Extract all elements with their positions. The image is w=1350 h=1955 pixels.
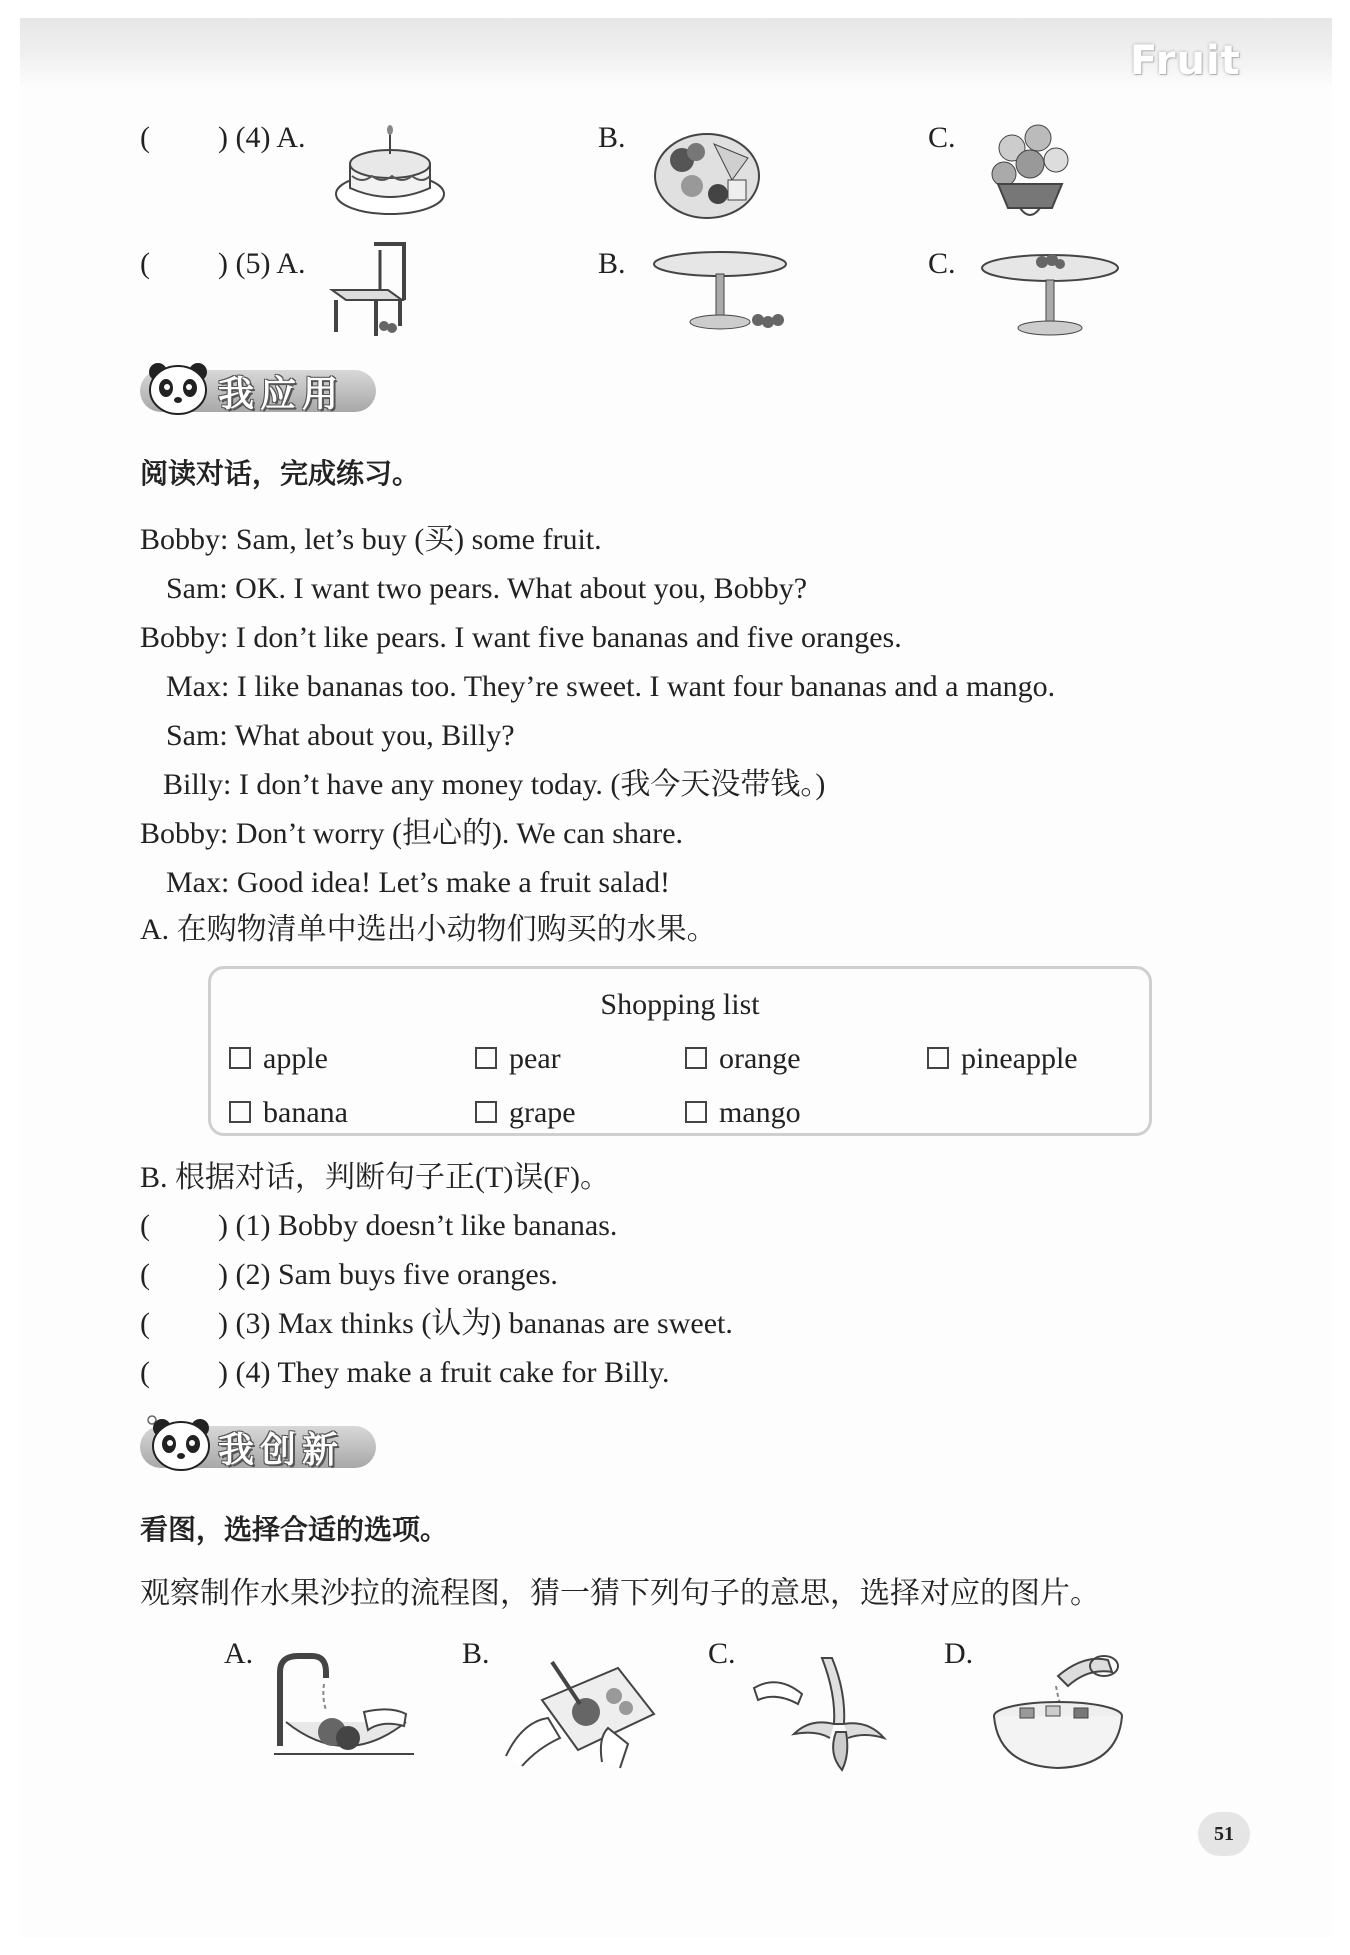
judgement-text: (3) Max thinks (认为) bananas are sweet. <box>235 1307 733 1340</box>
chair-with-grapes-icon <box>328 240 418 340</box>
answer-paren-open: ( <box>140 121 150 154</box>
option-pear[interactable] <box>475 1041 561 1077</box>
dialogue-text: I don’t like pears. I want five bananas and five oranges. <box>235 621 902 654</box>
dialogue-line <box>163 767 825 803</box>
answer-paren-close: ) <box>218 1356 228 1389</box>
chapter-tag: Fruit <box>1130 38 1241 84</box>
answer-paren-open: ( <box>140 247 150 280</box>
shopping-list-box <box>208 966 1152 1136</box>
option-label: banana <box>263 1096 348 1129</box>
option-label: pear <box>509 1042 561 1075</box>
dialogue-text: Don’t worry (担心的). We can share. <box>235 817 684 850</box>
option-label: apple <box>263 1042 328 1075</box>
washing-fruit-icon <box>264 1650 422 1772</box>
speaker-name: Max: <box>166 866 230 899</box>
speaker-name: Sam: <box>166 572 228 605</box>
judgement-text: (2) Sam buys five oranges. <box>235 1258 558 1291</box>
answer-paren-close: ) <box>218 247 228 280</box>
option-label: orange <box>719 1042 801 1075</box>
question-5-row <box>140 246 306 282</box>
option-b-label: B. <box>598 121 626 154</box>
option-label: pineapple <box>961 1042 1078 1075</box>
dialogue-line <box>166 718 515 754</box>
dialogue-text: I like bananas too. They’re sweet. I want four bananas and a mango. <box>236 670 1056 703</box>
speaker-name: Bobby: <box>140 817 229 850</box>
checkbox[interactable] <box>229 1101 251 1123</box>
answer-paren-open[interactable]: ( <box>140 1356 150 1389</box>
cake-icon <box>332 122 450 220</box>
judgement-item <box>140 1257 558 1293</box>
salad-bowl-icon <box>984 1646 1134 1774</box>
dialogue-line <box>140 620 902 656</box>
peeling-banana-icon <box>750 1654 900 1772</box>
option-c-label: C. <box>928 121 956 154</box>
option-label: mango <box>719 1096 801 1129</box>
speaker-name: Bobby: <box>140 621 229 654</box>
part-a-instruction: A. 在购物清单中选出小动物们购买的水果。 <box>140 913 717 946</box>
judgement-text: (1) Bobby doesn’t like bananas. <box>235 1209 618 1242</box>
speaker-name: Bobby: <box>140 523 229 556</box>
picture-d-label: D. <box>944 1637 974 1670</box>
sub-instruction: 观察制作水果沙拉的流程图，猜一猜下列句子的意思，选择对应的图片。 <box>140 1577 1100 1610</box>
shopping-list-title: Shopping list <box>600 988 760 1021</box>
dialogue-text: What about you, Billy? <box>234 719 515 752</box>
dialogue-text: Good idea! Let’s make a fruit salad! <box>236 866 670 899</box>
judgement-text: (4) They make a fruit cake for Billy. <box>235 1356 670 1389</box>
option-b-label: B. <box>598 247 626 280</box>
part-b-instruction: B. 根据对话，判断句子正(T)误(F)。 <box>140 1161 610 1194</box>
dialogue-line <box>140 816 683 852</box>
panda-icon <box>144 360 214 418</box>
option-banana[interactable] <box>229 1095 348 1131</box>
dialogue-line <box>166 865 670 901</box>
judgement-item <box>140 1306 733 1342</box>
section-title: 我创新 <box>218 1430 345 1471</box>
dialogue-text: I don’t have any money today. (我今天没带钱。) <box>238 768 826 801</box>
judgement-item <box>140 1355 670 1391</box>
option-grape[interactable] <box>475 1095 576 1131</box>
answer-paren-close: ) <box>218 1307 228 1340</box>
picture-b-label: B. <box>462 1637 490 1670</box>
section-badge-apply <box>140 360 380 414</box>
speaker-name: Sam: <box>166 719 228 752</box>
dialogue-line <box>140 522 602 558</box>
answer-paren-close: ) <box>218 121 228 154</box>
answer-paren-open[interactable]: ( <box>140 1209 150 1242</box>
dialogue-text: OK. I want two pears. What about you, Bobby? <box>235 572 808 605</box>
option-apple[interactable] <box>229 1041 328 1077</box>
speaker-name: Billy: <box>163 768 232 801</box>
cutting-fruit-icon <box>502 1652 660 1770</box>
checkbox[interactable] <box>927 1047 949 1069</box>
instruction-heading: 阅读对话，完成练习。 <box>140 457 421 490</box>
judgement-item <box>140 1208 617 1244</box>
answer-paren-close: ) <box>218 1209 228 1242</box>
instruction-heading: 看图，选择合适的选项。 <box>140 1513 449 1546</box>
option-pineapple[interactable] <box>927 1041 1078 1077</box>
section-badge-create <box>140 1416 380 1470</box>
fruit-plate-icon <box>652 124 762 220</box>
picture-c-label: C. <box>708 1637 736 1670</box>
panda-icon <box>144 1412 214 1474</box>
question-number: (4) A. <box>235 121 306 154</box>
checkbox[interactable] <box>475 1047 497 1069</box>
table-grapes-on-top-icon <box>980 248 1120 340</box>
flower-basket-icon <box>982 118 1078 226</box>
option-mango[interactable] <box>685 1095 801 1131</box>
checkbox[interactable] <box>685 1101 707 1123</box>
checkbox[interactable] <box>475 1101 497 1123</box>
option-c-label: C. <box>928 247 956 280</box>
answer-paren-open[interactable]: ( <box>140 1258 150 1291</box>
picture-a-label: A. <box>224 1637 254 1670</box>
speaker-name: Max: <box>166 670 230 703</box>
checkbox[interactable] <box>685 1047 707 1069</box>
page-number: 51 <box>1198 1812 1250 1856</box>
dialogue-line <box>166 669 1055 705</box>
question-4-row <box>140 120 306 156</box>
section-title: 我应用 <box>218 374 345 415</box>
dialogue-text: Sam, let’s buy (买) some fruit. <box>235 523 602 556</box>
question-number: (5) A. <box>235 247 306 280</box>
dialogue-line <box>166 571 807 607</box>
option-orange[interactable] <box>685 1041 801 1077</box>
answer-paren-open[interactable]: ( <box>140 1307 150 1340</box>
answer-paren-close: ) <box>218 1258 228 1291</box>
table-grapes-below-icon <box>652 248 792 338</box>
checkbox[interactable] <box>229 1047 251 1069</box>
option-label: grape <box>509 1096 576 1129</box>
